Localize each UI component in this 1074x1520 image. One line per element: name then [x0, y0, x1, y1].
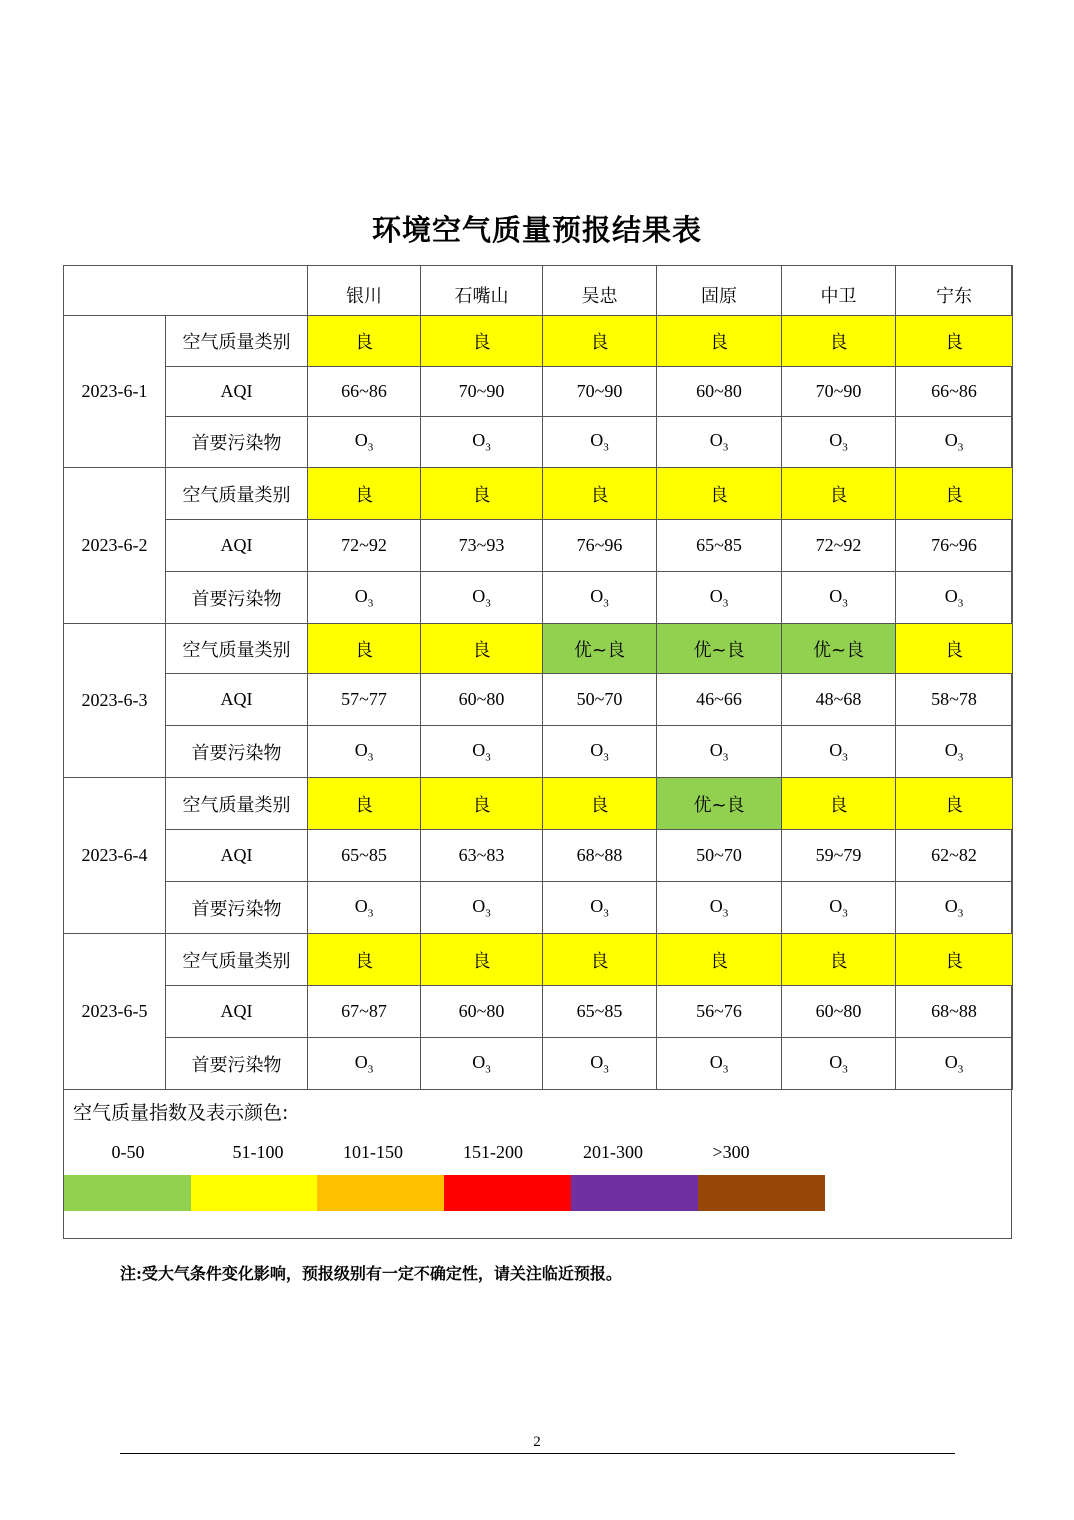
pollutant-cell: $O_3$ — [657, 726, 782, 778]
category-cell: 良 — [782, 468, 896, 520]
pollutant-cell: $O_3$ — [657, 1038, 782, 1090]
category-cell: 良 — [421, 468, 543, 520]
category-cell: 良 — [421, 316, 543, 367]
category-cell: 良 — [421, 778, 543, 830]
category-cell: 良 — [896, 934, 1013, 986]
pollutant-cell: $O_3$ — [308, 1038, 421, 1090]
pollutant-cell: $O_3$ — [896, 417, 1013, 468]
category-cell: 优~良 — [657, 778, 782, 830]
pollutant-cell: $O_3$ — [657, 417, 782, 468]
pollutant-cell: $O_3$ — [782, 572, 896, 624]
aqi-cell: 68~88 — [896, 986, 1013, 1038]
category-cell: 优~良 — [782, 624, 896, 674]
pollutant-cell: $O_3$ — [543, 726, 657, 778]
aqi-cell: 50~70 — [543, 674, 657, 726]
aqi-cell: 60~80 — [421, 986, 543, 1038]
pollutant-cell: $O_3$ — [543, 882, 657, 934]
row-label-category: 空气质量类别 — [166, 934, 308, 986]
category-cell: 良 — [657, 316, 782, 367]
category-row — [64, 934, 1013, 986]
category-cell: 良 — [896, 624, 1013, 674]
aqi-row — [64, 367, 1013, 417]
category-cell: 良 — [896, 778, 1013, 830]
aqi-cell: 66~86 — [308, 367, 421, 417]
aqi-cell: 60~80 — [782, 986, 896, 1038]
category-cell: 良 — [896, 316, 1013, 367]
category-cell: 良 — [543, 316, 657, 367]
pollutant-cell: $O_3$ — [308, 417, 421, 468]
category-cell: 良 — [782, 316, 896, 367]
row-label-aqi: AQI — [166, 367, 308, 417]
category-cell: 良 — [657, 934, 782, 986]
category-cell: 良 — [421, 934, 543, 986]
footnote: 注:受大气条件变化影响，预报级别有一定不确定性，请关注临近预报。 — [120, 1264, 622, 1283]
aqi-cell: 59~79 — [782, 830, 896, 882]
pollutant-cell: $O_3$ — [782, 882, 896, 934]
category-row — [64, 468, 1013, 520]
legend-color-swatch — [698, 1175, 825, 1211]
category-cell: 良 — [421, 624, 543, 674]
aqi-cell: 57~77 — [308, 674, 421, 726]
aqi-cell: 65~85 — [543, 986, 657, 1038]
pollutant-row — [64, 417, 1013, 468]
pollutant-cell: $O_3$ — [543, 1038, 657, 1090]
legend-range-label: 0-50 — [111, 1142, 145, 1162]
forecast-table — [63, 265, 1013, 1090]
row-label-pollutant: 首要污染物 — [166, 572, 308, 624]
aqi-row — [64, 830, 1013, 882]
aqi-cell: 65~85 — [657, 520, 782, 572]
legend-color-swatch — [317, 1175, 444, 1211]
pollutant-cell: $O_3$ — [543, 417, 657, 468]
category-cell: 良 — [657, 468, 782, 520]
row-label-pollutant: 首要污染物 — [166, 1038, 308, 1090]
legend-color-swatch — [64, 1175, 191, 1211]
aqi-row — [64, 986, 1013, 1038]
aqi-cell: 50~70 — [657, 830, 782, 882]
pollutant-cell: $O_3$ — [421, 726, 543, 778]
pollutant-cell: $O_3$ — [308, 882, 421, 934]
category-row — [64, 778, 1013, 830]
pollutant-row — [64, 572, 1013, 624]
aqi-cell: 66~86 — [896, 367, 1013, 417]
date-cell: 2023-6-4 — [64, 778, 166, 934]
header-row — [64, 266, 1013, 316]
category-cell: 良 — [308, 624, 421, 674]
pollutant-row — [64, 726, 1013, 778]
pollutant-cell: $O_3$ — [896, 1038, 1013, 1090]
pollutant-cell: $O_3$ — [896, 726, 1013, 778]
date-cell: 2023-6-1 — [64, 316, 166, 468]
row-label-pollutant: 首要污染物 — [166, 726, 308, 778]
category-cell: 良 — [543, 468, 657, 520]
city-header: 吴忠 — [543, 266, 657, 316]
row-label-aqi: AQI — [166, 674, 308, 726]
category-cell: 良 — [896, 468, 1013, 520]
pollutant-cell: $O_3$ — [896, 882, 1013, 934]
category-cell: 良 — [308, 468, 421, 520]
aqi-row — [64, 674, 1013, 726]
aqi-cell: 65~85 — [308, 830, 421, 882]
city-header: 中卫 — [782, 266, 896, 316]
row-label-category: 空气质量类别 — [166, 624, 308, 674]
aqi-cell: 60~80 — [657, 367, 782, 417]
pollutant-row — [64, 882, 1013, 934]
date-cell: 2023-6-3 — [64, 624, 166, 778]
aqi-cell: 76~96 — [543, 520, 657, 572]
category-row — [64, 316, 1013, 367]
aqi-cell: 70~90 — [421, 367, 543, 417]
aqi-cell: 56~76 — [657, 986, 782, 1038]
pollutant-cell: $O_3$ — [782, 726, 896, 778]
pollutant-cell: $O_3$ — [657, 572, 782, 624]
category-cell: 良 — [308, 934, 421, 986]
row-label-aqi: AQI — [166, 986, 308, 1038]
pollutant-cell: $O_3$ — [421, 572, 543, 624]
row-label-aqi: AQI — [166, 520, 308, 572]
pollutant-cell: $O_3$ — [782, 1038, 896, 1090]
pollutant-cell: $O_3$ — [308, 572, 421, 624]
corner-cell — [64, 266, 308, 316]
row-label-category: 空气质量类别 — [166, 468, 308, 520]
row-label-category: 空气质量类别 — [166, 778, 308, 830]
pollutant-cell: $O_3$ — [421, 882, 543, 934]
row-label-category: 空气质量类别 — [166, 316, 308, 367]
category-cell: 良 — [308, 778, 421, 830]
pollutant-cell: $O_3$ — [782, 417, 896, 468]
category-cell: 良 — [782, 778, 896, 830]
pollutant-cell: $O_3$ — [543, 572, 657, 624]
pollutant-cell: $O_3$ — [421, 417, 543, 468]
row-label-aqi: AQI — [166, 830, 308, 882]
pollutant-cell: $O_3$ — [308, 726, 421, 778]
row-label-pollutant: 首要污染物 — [166, 417, 308, 468]
legend-color-swatch — [571, 1175, 698, 1211]
category-cell: 优~良 — [543, 624, 657, 674]
legend-title: 空气质量指数及表示颜色: — [73, 1102, 289, 1124]
aqi-cell: 46~66 — [657, 674, 782, 726]
aqi-cell: 72~92 — [308, 520, 421, 572]
aqi-cell: 60~80 — [421, 674, 543, 726]
aqi-cell: 68~88 — [543, 830, 657, 882]
legend-range-label: 151-200 — [463, 1142, 523, 1162]
pollutant-cell: $O_3$ — [421, 1038, 543, 1090]
legend-range-label: 101-150 — [343, 1142, 403, 1162]
aqi-cell: 48~68 — [782, 674, 896, 726]
aqi-cell: 76~96 — [896, 520, 1013, 572]
date-cell: 2023-6-5 — [64, 934, 166, 1090]
category-cell: 良 — [543, 934, 657, 986]
aqi-cell: 58~78 — [896, 674, 1013, 726]
aqi-cell: 72~92 — [782, 520, 896, 572]
footer-divider — [120, 1453, 955, 1454]
category-row — [64, 624, 1013, 674]
aqi-cell: 70~90 — [543, 367, 657, 417]
category-cell: 良 — [782, 934, 896, 986]
pollutant-cell: $O_3$ — [896, 572, 1013, 624]
legend-color-swatch — [444, 1175, 571, 1211]
aqi-cell: 70~90 — [782, 367, 896, 417]
legend-color-swatch — [191, 1175, 318, 1211]
aqi-row — [64, 520, 1013, 572]
date-cell: 2023-6-2 — [64, 468, 166, 624]
aqi-cell: 73~93 — [421, 520, 543, 572]
row-label-pollutant: 首要污染物 — [166, 882, 308, 934]
aqi-cell: 67~87 — [308, 986, 421, 1038]
legend-range-label: 51-100 — [232, 1142, 284, 1162]
legend-range-label: >300 — [712, 1142, 750, 1162]
aqi-cell: 63~83 — [421, 830, 543, 882]
category-cell: 优~良 — [657, 624, 782, 674]
city-header: 固原 — [657, 266, 782, 316]
city-header: 石嘴山 — [421, 266, 543, 316]
page-number: 2 — [533, 1434, 541, 1450]
city-header: 银川 — [308, 266, 421, 316]
category-cell: 良 — [543, 778, 657, 830]
pollutant-cell: $O_3$ — [657, 882, 782, 934]
city-header: 宁东 — [896, 266, 1013, 316]
pollutant-row — [64, 1038, 1013, 1090]
category-cell: 良 — [308, 316, 421, 367]
page-title: 环境空气质量预报结果表 — [371, 213, 702, 247]
aqi-cell: 62~82 — [896, 830, 1013, 882]
legend-range-label: 201-300 — [583, 1142, 643, 1162]
